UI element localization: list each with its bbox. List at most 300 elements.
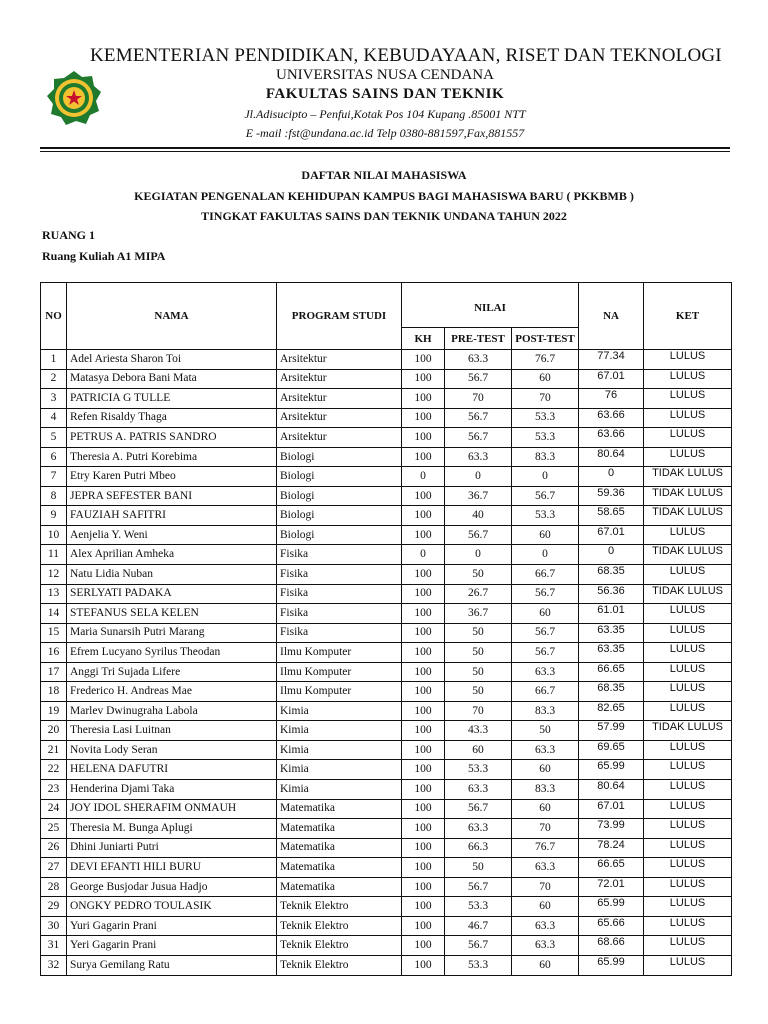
- cell-no: 26: [41, 838, 67, 858]
- cell-na: 65.99: [579, 955, 644, 975]
- cell-ket: LULUS: [644, 780, 732, 800]
- cell-kh: 100: [402, 584, 445, 604]
- cell-kh: 100: [402, 877, 445, 897]
- cell-no: 4: [41, 408, 67, 428]
- cell-nama: Matasya Debora Bani Mata: [67, 369, 277, 389]
- cell-kh: 100: [402, 936, 445, 956]
- cell-program-studi: Arsitektur: [277, 369, 402, 389]
- cell-nama: JEPRA SEFESTER BANI: [67, 486, 277, 506]
- document-subtitle-2: TINGKAT FAKULTAS SAINS DAN TEKNIK UNDANA TAHUN 2022: [201, 209, 567, 223]
- cell-no: 31: [41, 936, 67, 956]
- cell-pre-test: 50: [445, 858, 512, 878]
- cell-nama: SERLYATI PADAKA: [67, 584, 277, 604]
- header-pre-test: PRE-TEST: [445, 328, 512, 350]
- cell-na: 68.35: [579, 565, 644, 585]
- table-row: [41, 408, 732, 428]
- cell-kh: 100: [402, 838, 445, 858]
- cell-pre-test: 50: [445, 565, 512, 585]
- cell-program-studi: Teknik Elektro: [277, 955, 402, 975]
- cell-ket: TIDAK LULUS: [644, 584, 732, 604]
- cell-no: 3: [41, 389, 67, 409]
- cell-pre-test: 70: [445, 701, 512, 721]
- table-row: [41, 799, 732, 819]
- cell-no: 9: [41, 506, 67, 526]
- cell-post-test: 63.3: [512, 740, 579, 760]
- cell-no: 18: [41, 682, 67, 702]
- cell-post-test: 56.7: [512, 486, 579, 506]
- cell-na: 80.64: [579, 447, 644, 467]
- cell-program-studi: Kimia: [277, 740, 402, 760]
- faculty-name: FAKULTAS SAINS DAN TEKNIK: [265, 86, 505, 102]
- header-no: NO: [41, 283, 67, 350]
- cell-no: 28: [41, 877, 67, 897]
- cell-nama: Etry Karen Putri Mbeo: [67, 467, 277, 487]
- cell-no: 8: [41, 486, 67, 506]
- cell-pre-test: 0: [445, 467, 512, 487]
- cell-post-test: 60: [512, 525, 579, 545]
- cell-nama: Anggi Tri Sujada Lifere: [67, 662, 277, 682]
- cell-no: 2: [41, 369, 67, 389]
- cell-na: 57.99: [579, 721, 644, 741]
- cell-na: 82.65: [579, 701, 644, 721]
- cell-nama: Natu Lidia Nuban: [67, 565, 277, 585]
- cell-na: 66.65: [579, 662, 644, 682]
- cell-program-studi: Teknik Elektro: [277, 936, 402, 956]
- cell-kh: 100: [402, 604, 445, 624]
- cell-ket: LULUS: [644, 350, 732, 370]
- table-row: [41, 838, 732, 858]
- cell-kh: 100: [402, 780, 445, 800]
- cell-pre-test: 56.7: [445, 369, 512, 389]
- cell-post-test: 83.3: [512, 701, 579, 721]
- cell-nama: Henderina Djami Taka: [67, 780, 277, 800]
- cell-kh: 100: [402, 643, 445, 663]
- cell-na: 72.01: [579, 877, 644, 897]
- table-row: [41, 916, 732, 936]
- cell-no: 22: [41, 760, 67, 780]
- cell-kh: 100: [402, 682, 445, 702]
- cell-pre-test: 56.7: [445, 877, 512, 897]
- cell-no: 13: [41, 584, 67, 604]
- cell-na: 69.65: [579, 740, 644, 760]
- cell-program-studi: Matematika: [277, 838, 402, 858]
- cell-program-studi: Kimia: [277, 701, 402, 721]
- cell-program-studi: Matematika: [277, 799, 402, 819]
- cell-na: 66.65: [579, 858, 644, 878]
- cell-program-studi: Arsitektur: [277, 350, 402, 370]
- cell-nama: FAUZIAH SAFITRI: [67, 506, 277, 526]
- cell-pre-test: 46.7: [445, 916, 512, 936]
- cell-na: 73.99: [579, 819, 644, 839]
- cell-no: 25: [41, 819, 67, 839]
- cell-pre-test: 56.7: [445, 799, 512, 819]
- cell-post-test: 76.7: [512, 350, 579, 370]
- room-number: RUANG 1: [42, 228, 95, 242]
- cell-na: 0: [579, 467, 644, 487]
- cell-pre-test: 56.7: [445, 525, 512, 545]
- cell-kh: 100: [402, 350, 445, 370]
- cell-nama: Novita Lody Seran: [67, 740, 277, 760]
- cell-na: 65.66: [579, 916, 644, 936]
- faculty-address: Jl.Adisucipto – Penfui,Kotak Pos 104 Kupang .85001 NTT: [244, 107, 526, 121]
- cell-na: 76: [579, 389, 644, 409]
- header-nilai: NILAI: [402, 283, 579, 328]
- cell-no: 17: [41, 662, 67, 682]
- cell-ket: LULUS: [644, 447, 732, 467]
- table-row: [41, 486, 732, 506]
- cell-ket: LULUS: [644, 838, 732, 858]
- cell-ket: LULUS: [644, 799, 732, 819]
- cell-kh: 100: [402, 662, 445, 682]
- cell-post-test: 50: [512, 721, 579, 741]
- cell-ket: LULUS: [644, 408, 732, 428]
- cell-ket: LULUS: [644, 623, 732, 643]
- cell-post-test: 53.3: [512, 408, 579, 428]
- cell-kh: 100: [402, 955, 445, 975]
- cell-no: 10: [41, 525, 67, 545]
- cell-pre-test: 36.7: [445, 486, 512, 506]
- cell-na: 63.35: [579, 623, 644, 643]
- cell-no: 21: [41, 740, 67, 760]
- table-row: [41, 525, 732, 545]
- cell-pre-test: 40: [445, 506, 512, 526]
- cell-ket: LULUS: [644, 936, 732, 956]
- faculty-contact: E -mail :fst@undana.ac.id Telp 0380-881597,Fax,881557: [245, 126, 525, 140]
- cell-kh: 100: [402, 486, 445, 506]
- cell-kh: 100: [402, 369, 445, 389]
- cell-nama: PATRICIA G TULLE: [67, 389, 277, 409]
- cell-pre-test: 63.3: [445, 350, 512, 370]
- cell-ket: TIDAK LULUS: [644, 545, 732, 565]
- cell-program-studi: Ilmu Komputer: [277, 682, 402, 702]
- grades-table-body: [41, 350, 732, 976]
- cell-pre-test: 0: [445, 545, 512, 565]
- cell-program-studi: Teknik Elektro: [277, 916, 402, 936]
- cell-post-test: 0: [512, 545, 579, 565]
- cell-post-test: 60: [512, 760, 579, 780]
- cell-program-studi: Arsitektur: [277, 428, 402, 448]
- cell-program-studi: Fisika: [277, 584, 402, 604]
- cell-post-test: 83.3: [512, 780, 579, 800]
- cell-post-test: 76.7: [512, 838, 579, 858]
- cell-pre-test: 50: [445, 662, 512, 682]
- cell-pre-test: 56.7: [445, 408, 512, 428]
- cell-pre-test: 26.7: [445, 584, 512, 604]
- letterhead: [0, 0, 768, 150]
- cell-kh: 100: [402, 916, 445, 936]
- document-subtitle: KEGIATAN PENGENALAN KEHIDUPAN KAMPUS BAGI MAHASISWA BARU ( PKKBMB ): [134, 189, 634, 203]
- cell-post-test: 66.7: [512, 682, 579, 702]
- cell-program-studi: Fisika: [277, 623, 402, 643]
- cell-pre-test: 63.3: [445, 780, 512, 800]
- cell-ket: TIDAK LULUS: [644, 486, 732, 506]
- cell-nama: Yuri Gagarin Prani: [67, 916, 277, 936]
- cell-pre-test: 50: [445, 643, 512, 663]
- cell-kh: 100: [402, 447, 445, 467]
- table-row: [41, 350, 732, 370]
- cell-ket: TIDAK LULUS: [644, 467, 732, 487]
- cell-pre-test: 66.3: [445, 838, 512, 858]
- cell-na: 67.01: [579, 525, 644, 545]
- header-nama: NAMA: [67, 283, 277, 350]
- cell-nama: Marlev Dwinugraha Labola: [67, 701, 277, 721]
- cell-pre-test: 63.3: [445, 819, 512, 839]
- table-row: [41, 760, 732, 780]
- cell-ket: LULUS: [644, 682, 732, 702]
- cell-pre-test: 60: [445, 740, 512, 760]
- document-title: DAFTAR NILAI MAHASISWA: [301, 168, 467, 182]
- table-row: [41, 955, 732, 975]
- cell-post-test: 53.3: [512, 506, 579, 526]
- cell-pre-test: 70: [445, 389, 512, 409]
- cell-program-studi: Arsitektur: [277, 408, 402, 428]
- cell-ket: LULUS: [644, 369, 732, 389]
- cell-no: 7: [41, 467, 67, 487]
- cell-pre-test: 53.3: [445, 955, 512, 975]
- cell-nama: DEVI EFANTI HILI BURU: [67, 858, 277, 878]
- cell-nama: Theresia A. Putri Korebima: [67, 447, 277, 467]
- cell-program-studi: Fisika: [277, 545, 402, 565]
- cell-nama: STEFANUS SELA KELEN: [67, 604, 277, 624]
- table-row: [41, 604, 732, 624]
- cell-no: 1: [41, 350, 67, 370]
- cell-nama: Dhini Juniarti Putri: [67, 838, 277, 858]
- cell-program-studi: Ilmu Komputer: [277, 643, 402, 663]
- cell-nama: Adel Ariesta Sharon Toi: [67, 350, 277, 370]
- cell-pre-test: 36.7: [445, 604, 512, 624]
- table-row: [41, 467, 732, 487]
- grades-table: [40, 282, 732, 976]
- header-ket: KET: [644, 283, 732, 350]
- cell-post-test: 63.3: [512, 916, 579, 936]
- cell-program-studi: Kimia: [277, 780, 402, 800]
- header-divider: [40, 147, 730, 149]
- cell-nama: George Busjodar Jusua Hadjo: [67, 877, 277, 897]
- cell-pre-test: 50: [445, 623, 512, 643]
- cell-na: 67.01: [579, 799, 644, 819]
- cell-post-test: 60: [512, 369, 579, 389]
- cell-no: 6: [41, 447, 67, 467]
- cell-ket: LULUS: [644, 428, 732, 448]
- cell-no: 15: [41, 623, 67, 643]
- table-row: [41, 897, 732, 917]
- table-row: [41, 780, 732, 800]
- table-row: [41, 819, 732, 839]
- cell-ket: LULUS: [644, 955, 732, 975]
- table-row: [41, 643, 732, 663]
- cell-program-studi: Biologi: [277, 486, 402, 506]
- cell-post-test: 0: [512, 467, 579, 487]
- cell-nama: HELENA DAFUTRI: [67, 760, 277, 780]
- cell-nama: Yeri Gagarin Prani: [67, 936, 277, 956]
- cell-nama: Efrem Lucyano Syrilus Theodan: [67, 643, 277, 663]
- table-row: [41, 877, 732, 897]
- cell-program-studi: Matematika: [277, 819, 402, 839]
- cell-no: 14: [41, 604, 67, 624]
- cell-post-test: 56.7: [512, 584, 579, 604]
- cell-program-studi: Biologi: [277, 506, 402, 526]
- cell-pre-test: 50: [445, 682, 512, 702]
- cell-ket: LULUS: [644, 643, 732, 663]
- cell-kh: 100: [402, 760, 445, 780]
- cell-nama: Theresia Lasi Luitnan: [67, 721, 277, 741]
- cell-na: 68.35: [579, 682, 644, 702]
- header-divider-thin: [40, 151, 730, 152]
- cell-ket: LULUS: [644, 389, 732, 409]
- header-kh: KH: [402, 328, 445, 350]
- cell-kh: 100: [402, 799, 445, 819]
- cell-no: 30: [41, 916, 67, 936]
- cell-nama: Surya Gemilang Ratu: [67, 955, 277, 975]
- cell-post-test: 60: [512, 955, 579, 975]
- cell-ket: LULUS: [644, 916, 732, 936]
- cell-ket: LULUS: [644, 877, 732, 897]
- cell-kh: 100: [402, 897, 445, 917]
- table-row: [41, 428, 732, 448]
- cell-kh: 100: [402, 565, 445, 585]
- cell-program-studi: Biologi: [277, 467, 402, 487]
- cell-program-studi: Biologi: [277, 447, 402, 467]
- cell-ket: LULUS: [644, 525, 732, 545]
- cell-program-studi: Ilmu Komputer: [277, 662, 402, 682]
- cell-na: 63.66: [579, 428, 644, 448]
- cell-na: 77.34: [579, 350, 644, 370]
- cell-kh: 100: [402, 701, 445, 721]
- cell-no: 23: [41, 780, 67, 800]
- cell-program-studi: Biologi: [277, 525, 402, 545]
- cell-no: 24: [41, 799, 67, 819]
- table-row: [41, 701, 732, 721]
- cell-ket: LULUS: [644, 740, 732, 760]
- cell-pre-test: 53.3: [445, 897, 512, 917]
- cell-nama: Theresia M. Bunga Aplugi: [67, 819, 277, 839]
- cell-kh: 100: [402, 740, 445, 760]
- table-row: [41, 662, 732, 682]
- cell-pre-test: 56.7: [445, 936, 512, 956]
- cell-pre-test: 63.3: [445, 447, 512, 467]
- cell-program-studi: Fisika: [277, 604, 402, 624]
- cell-program-studi: Arsitektur: [277, 389, 402, 409]
- cell-kh: 100: [402, 428, 445, 448]
- cell-kh: 100: [402, 819, 445, 839]
- cell-kh: 100: [402, 389, 445, 409]
- table-row: [41, 447, 732, 467]
- cell-no: 12: [41, 565, 67, 585]
- table-row: [41, 858, 732, 878]
- cell-ket: TIDAK LULUS: [644, 721, 732, 741]
- cell-program-studi: Kimia: [277, 721, 402, 741]
- table-row: [41, 565, 732, 585]
- cell-no: 5: [41, 428, 67, 448]
- cell-post-test: 63.3: [512, 858, 579, 878]
- cell-nama: PETRUS A. PATRIS SANDRO: [67, 428, 277, 448]
- ministry-name: KEMENTERIAN PENDIDIKAN, KEBUDAYAAN, RISET DAN TEKNOLOGI: [90, 45, 722, 66]
- cell-na: 63.66: [579, 408, 644, 428]
- cell-pre-test: 56.7: [445, 428, 512, 448]
- cell-ket: LULUS: [644, 604, 732, 624]
- table-row: [41, 682, 732, 702]
- table-row: [41, 740, 732, 760]
- table-row: [41, 389, 732, 409]
- table-row: [41, 623, 732, 643]
- header-post-test: POST-TEST: [512, 328, 579, 350]
- cell-kh: 100: [402, 525, 445, 545]
- cell-kh: 100: [402, 408, 445, 428]
- cell-ket: LULUS: [644, 565, 732, 585]
- cell-kh: 100: [402, 623, 445, 643]
- table-row: [41, 506, 732, 526]
- table-row: [41, 936, 732, 956]
- university-name: UNIVERSITAS NUSA CENDANA: [276, 67, 494, 83]
- cell-post-test: 70: [512, 389, 579, 409]
- cell-post-test: 60: [512, 604, 579, 624]
- cell-ket: LULUS: [644, 760, 732, 780]
- cell-ket: LULUS: [644, 701, 732, 721]
- cell-nama: Maria Sunarsih Putri Marang: [67, 623, 277, 643]
- cell-nama: JOY IDOL SHERAFIM ONMAUH: [67, 799, 277, 819]
- cell-post-test: 63.3: [512, 936, 579, 956]
- cell-na: 67.01: [579, 369, 644, 389]
- cell-post-test: 83.3: [512, 447, 579, 467]
- cell-post-test: 56.7: [512, 643, 579, 663]
- table-row: [41, 584, 732, 604]
- cell-no: 20: [41, 721, 67, 741]
- cell-na: 59.36: [579, 486, 644, 506]
- cell-na: 80.64: [579, 780, 644, 800]
- cell-no: 11: [41, 545, 67, 565]
- cell-post-test: 70: [512, 877, 579, 897]
- cell-no: 32: [41, 955, 67, 975]
- cell-program-studi: Teknik Elektro: [277, 897, 402, 917]
- cell-program-studi: Kimia: [277, 760, 402, 780]
- cell-nama: Frederico H. Andreas Mae: [67, 682, 277, 702]
- cell-na: 0: [579, 545, 644, 565]
- cell-program-studi: Matematika: [277, 877, 402, 897]
- table-row: [41, 721, 732, 741]
- cell-pre-test: 43.3: [445, 721, 512, 741]
- table-row: [41, 369, 732, 389]
- cell-post-test: 60: [512, 897, 579, 917]
- cell-kh: 0: [402, 467, 445, 487]
- cell-nama: ONGKY PEDRO TOULASIK: [67, 897, 277, 917]
- cell-post-test: 60: [512, 799, 579, 819]
- cell-na: 61.01: [579, 604, 644, 624]
- cell-ket: TIDAK LULUS: [644, 506, 732, 526]
- cell-pre-test: 53.3: [445, 760, 512, 780]
- cell-nama: Refen Risaldy Thaga: [67, 408, 277, 428]
- table-row: [41, 545, 732, 565]
- cell-no: 29: [41, 897, 67, 917]
- header-na: NA: [579, 283, 644, 350]
- cell-no: 16: [41, 643, 67, 663]
- cell-na: 68.66: [579, 936, 644, 956]
- cell-program-studi: Fisika: [277, 565, 402, 585]
- cell-nama: Alex Aprilian Amheka: [67, 545, 277, 565]
- cell-na: 78.24: [579, 838, 644, 858]
- cell-program-studi: Matematika: [277, 858, 402, 878]
- room-location: Ruang Kuliah A1 MIPA: [42, 249, 166, 263]
- header-program-studi: PROGRAM STUDI: [277, 283, 402, 350]
- cell-post-test: 56.7: [512, 623, 579, 643]
- cell-no: 27: [41, 858, 67, 878]
- cell-nama: Aenjelia Y. Weni: [67, 525, 277, 545]
- cell-na: 56.36: [579, 584, 644, 604]
- cell-post-test: 53.3: [512, 428, 579, 448]
- cell-ket: LULUS: [644, 662, 732, 682]
- cell-kh: 100: [402, 721, 445, 741]
- cell-ket: LULUS: [644, 819, 732, 839]
- cell-kh: 100: [402, 858, 445, 878]
